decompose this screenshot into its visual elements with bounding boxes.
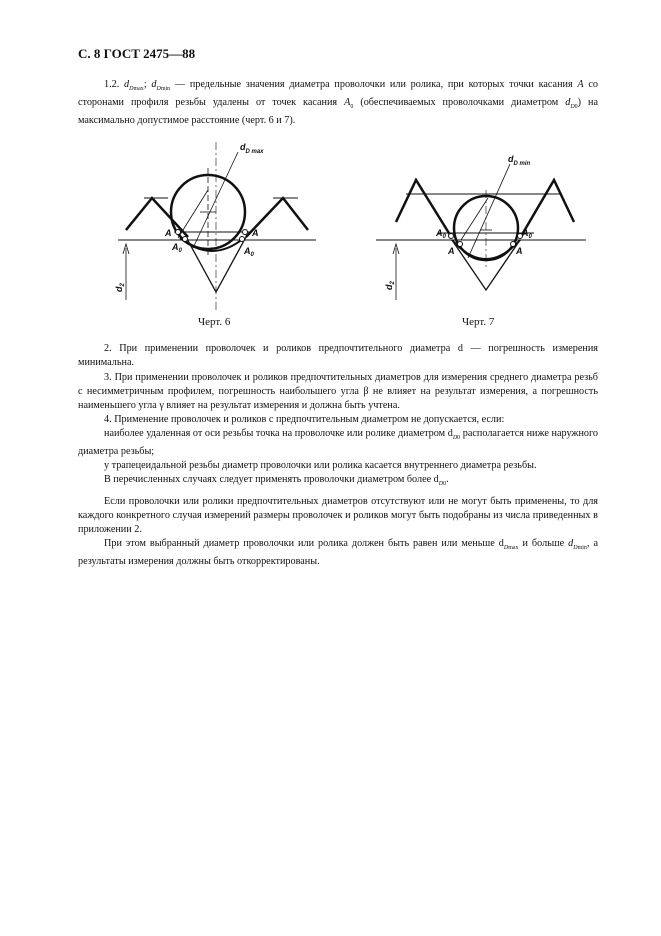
caption-fig-6: Черт. 6 [198,316,231,328]
p1-text-b: со сторонами профиля резьбы удалены от точек касания [78,79,599,108]
fig7-A0-left: $A_0$ [436,228,446,240]
caption-fig-7: Черт. 7 [462,316,495,328]
figure-6 [108,140,318,310]
p1-text-d: ) на максимально допустимое расстояние (черт. 6 и 7). [78,97,598,126]
paragraph-3: 3. При применении проволочек и роликов предпочтительных диаметров для измерения среднего диаметра резьб с несимметричным профилем, погрешность наибольшего угла β не влияет на результат измерения, а погрешность наименьшего угла γ влияет на результат измерения и должна быть учтена. [78,372,598,411]
p1-A0: A [344,97,351,108]
paragraph-6: При этом выбранный диаметр проволочки или ролика должен быть равен или меньше $d_{Dmax}$ и больше $d_{Dmin}$, а результаты измерения должны быть откорректированы. [78,538,598,567]
fig6-dmax-label: $d_{D max}$ [240,142,264,155]
fig7-A-left: A [448,246,455,256]
figure-7 [376,150,596,310]
paragraph-4b: у трапецеидальной резьбы диаметр проволочки или ролика касается внутреннего диаметра резьбы. [104,460,537,471]
fig6-A0-left: $A_0$ [172,242,182,254]
fig7-dmin-label: $d_{D min}$ [508,154,531,167]
fig6-A-left: A [165,228,172,238]
p1-A: A [577,79,584,90]
symbol-d2: d [151,79,157,90]
fig7-d2: $d_2$ [384,281,396,290]
fig6-A-right: A [252,228,259,238]
paragraph-4a: наиболее удаленная от оси резьбы точка на проволочке или ролике диаметром $d_{D0}$ располагается ниже наружного диаметра резьбы; [78,428,599,457]
page-header: С. 8 ГОСТ 2475—88 [78,46,196,61]
paragraph-5: Если проволочки или ролики предпочтительных диаметров отсутствуют или не могут быть применены, то для каждого конкретного случая измерений размеры проволочек и роликов могут быть подобраны из числа приведенных в приложении 2. [78,496,598,535]
fig6-d2: $d_2$ [114,283,126,292]
fig6-A0-right: $A_0$ [244,246,254,258]
paragraph-2: 2. При применении проволочек и роликов предпочтительного диаметра d — погрешность измерения минимальна. [78,343,598,368]
sub-dmin: Dmin [156,86,171,92]
p1-text-a: — предельные значения диаметра проволочки или ролика, при которых точки касания [170,79,578,90]
fig7-A-right: A [516,246,523,256]
p1-text-c: (обеспечиваемых проволочками диаметром [353,97,566,108]
p1-num: 1.2. [104,79,120,90]
p1-sep: ; [143,79,147,90]
paragraph-4: 4. Применение проволочек и роликов с предпочтительным диаметром не допускается, если: [104,414,505,425]
paragraph-4c: В перечисленных случаях следует применять проволочки диаметром более $d_{D0}$. [104,474,449,487]
sub-dmax: Dmax [129,86,144,92]
symbol-d: d [124,79,130,90]
fig7-A0-right: $A_0$ [522,228,532,240]
paragraph-1-2: 1.2. $d_{Dmax}$; $d_{Dmin}$ — предельные значения диаметра проволочки или ролика, при которых точки касания A со сторонами профиля резьбы удалены от точек касания $A_0$ (обеспечиваемых проволочками диаметром $d_{D0}$) на максимально допустимое расстояние (черт. 6 и 7). [78,79,599,126]
